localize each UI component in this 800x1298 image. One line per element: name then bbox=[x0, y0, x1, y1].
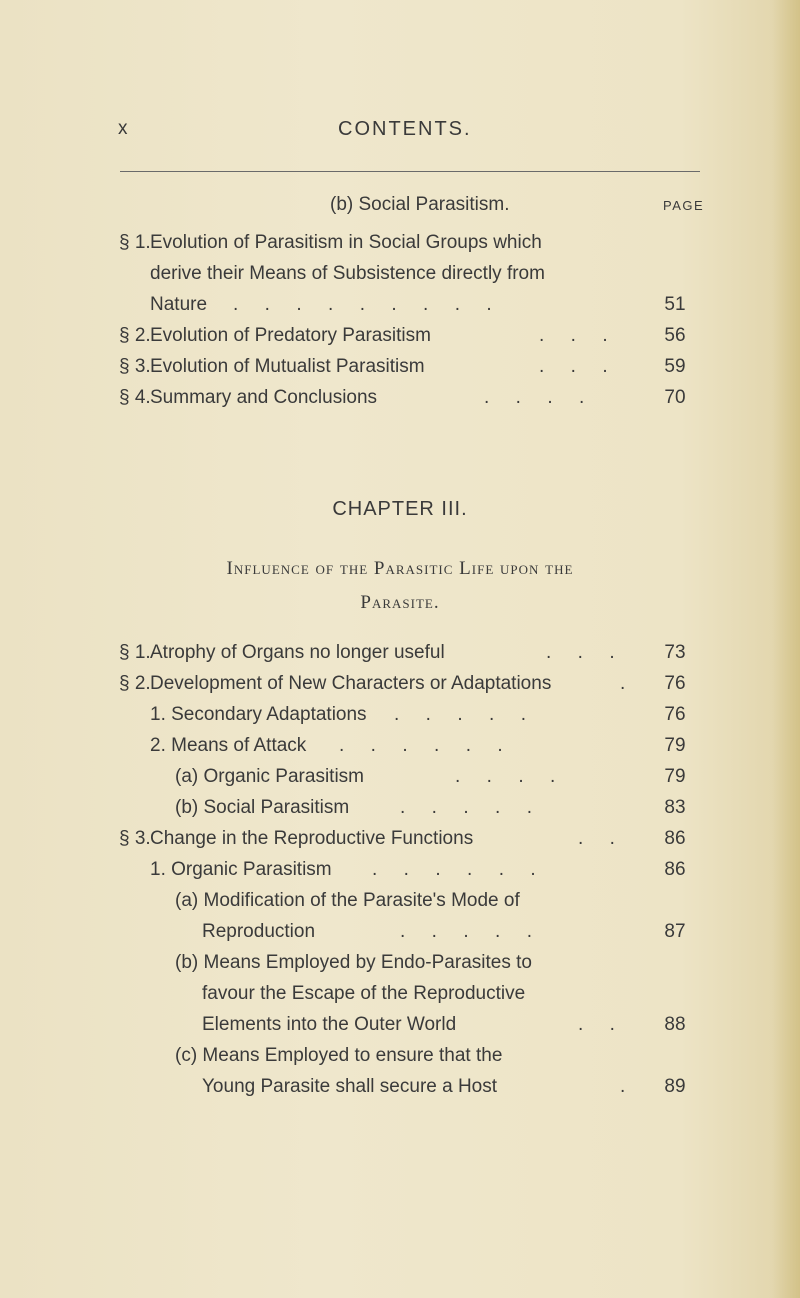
toc-entry-continuation bbox=[0, 981, 800, 1007]
leader-dots: . . . . . bbox=[400, 797, 532, 818]
toc-entry bbox=[0, 826, 800, 852]
leader-dots: . . . . . bbox=[394, 704, 526, 725]
leader-dots: . bbox=[620, 673, 626, 694]
toc-entry-continuation bbox=[0, 1074, 800, 1100]
entry-text: (a) Modification of the Parasite's Mode of bbox=[175, 890, 520, 911]
toc-entry bbox=[0, 795, 800, 821]
toc-entry bbox=[0, 354, 800, 380]
toc-entry-continuation bbox=[0, 1012, 800, 1038]
leader-dots: . . . . . . bbox=[339, 735, 503, 756]
page-number: 51 bbox=[664, 294, 686, 315]
page-number: 88 bbox=[664, 1014, 686, 1035]
entry-text: favour the Escape of the Reproductive bbox=[202, 983, 526, 1004]
section-mark: § 4. bbox=[119, 387, 151, 408]
page-number: 83 bbox=[664, 797, 686, 818]
page-number: 86 bbox=[664, 859, 686, 880]
leader-dots: . . . . bbox=[455, 766, 556, 787]
entry-text: Nature bbox=[150, 294, 208, 315]
toc-entry bbox=[0, 857, 800, 883]
entry-text: (b) Means Employed by Endo-Parasites to bbox=[175, 952, 532, 973]
entry-text: Change in the Reproductive Functions bbox=[150, 828, 474, 849]
section-mark: § 3. bbox=[119, 356, 151, 377]
section-mark: § 2. bbox=[119, 325, 151, 346]
header-rule bbox=[120, 171, 700, 172]
leader-dots: . bbox=[620, 1076, 626, 1097]
page-number: 79 bbox=[664, 766, 686, 787]
page-number: 70 bbox=[664, 387, 686, 408]
entry-text: Evolution of Parasitism in Social Groups which bbox=[150, 232, 542, 253]
toc-entry bbox=[0, 323, 800, 349]
section-mark: § 3. bbox=[119, 828, 151, 849]
entry-text: Summary and Conclusions bbox=[150, 387, 378, 408]
entry-text: Evolution of Mutualist Parasitism bbox=[150, 356, 425, 377]
page-number: 59 bbox=[664, 356, 686, 377]
page-number: 76 bbox=[664, 673, 686, 694]
toc-entry-continuation bbox=[0, 292, 800, 318]
toc-entry-continuation bbox=[0, 919, 800, 945]
page-number: 76 bbox=[664, 704, 686, 725]
toc-entry bbox=[0, 671, 800, 697]
entry-text: (b) Social Parasitism bbox=[175, 797, 350, 818]
entry-text: (a) Organic Parasitism bbox=[175, 766, 364, 787]
section-mark: § 2. bbox=[119, 673, 151, 694]
section-heading bbox=[0, 194, 800, 220]
chapter-title-line-2: Parasite. bbox=[360, 592, 440, 613]
page-number: 73 bbox=[664, 642, 686, 663]
toc-entry bbox=[0, 385, 800, 411]
page-number: 56 bbox=[664, 325, 686, 346]
toc-entry bbox=[0, 733, 800, 759]
entry-text: Atrophy of Organs no longer useful bbox=[150, 642, 445, 663]
page-header bbox=[0, 118, 800, 148]
leader-dots: . . . . . . bbox=[372, 859, 536, 880]
leader-dots: . . . . bbox=[484, 387, 585, 408]
page-folio: x bbox=[118, 118, 129, 139]
leader-dots: . . bbox=[578, 1014, 615, 1035]
leader-dots: . . . . . bbox=[400, 921, 532, 942]
chapter-label: CHAPTER III. bbox=[332, 498, 468, 520]
leader-dots: . . . bbox=[546, 642, 615, 663]
toc-entry bbox=[0, 1043, 800, 1069]
page-column-label: PAGE bbox=[663, 198, 705, 213]
leader-dots: . . bbox=[578, 828, 615, 849]
toc-entry bbox=[0, 888, 800, 914]
page-number: 87 bbox=[664, 921, 686, 942]
toc-entry bbox=[0, 764, 800, 790]
toc-entry bbox=[0, 230, 800, 256]
leader-dots: . . . bbox=[539, 325, 608, 346]
entry-text: derive their Means of Subsistence directly from bbox=[150, 263, 545, 284]
entry-text: 2. Means of Attack bbox=[150, 735, 307, 756]
leader-dots: . . . . . . . . . bbox=[233, 294, 492, 315]
entry-text: Development of New Characters or Adaptations bbox=[150, 673, 552, 694]
entry-text: Elements into the Outer World bbox=[202, 1014, 457, 1035]
section-mark: § 1. bbox=[119, 232, 151, 253]
entry-text: Young Parasite shall secure a Host bbox=[202, 1076, 498, 1097]
entry-text: Reproduction bbox=[202, 921, 316, 942]
toc-entry bbox=[0, 640, 800, 666]
entry-text: 1. Secondary Adaptations bbox=[150, 704, 367, 725]
leader-dots: . . . bbox=[539, 356, 608, 377]
entry-text: (c) Means Employed to ensure that the bbox=[175, 1045, 503, 1066]
entry-text: 1. Organic Parasitism bbox=[150, 859, 332, 880]
page-number: 79 bbox=[664, 735, 686, 756]
toc-entry bbox=[0, 950, 800, 976]
entry-text: Evolution of Predatory Parasitism bbox=[150, 325, 431, 346]
toc-entry bbox=[0, 702, 800, 728]
page-number: 86 bbox=[664, 828, 686, 849]
chapter-title-line-1: Influence of the Parasitic Life upon the bbox=[226, 558, 574, 579]
toc-entry-continuation bbox=[0, 261, 800, 287]
running-title: CONTENTS. bbox=[338, 118, 472, 140]
section-title: (b) Social Parasitism. bbox=[330, 194, 510, 215]
section-mark: § 1. bbox=[119, 642, 151, 663]
page-number: 89 bbox=[664, 1076, 686, 1097]
